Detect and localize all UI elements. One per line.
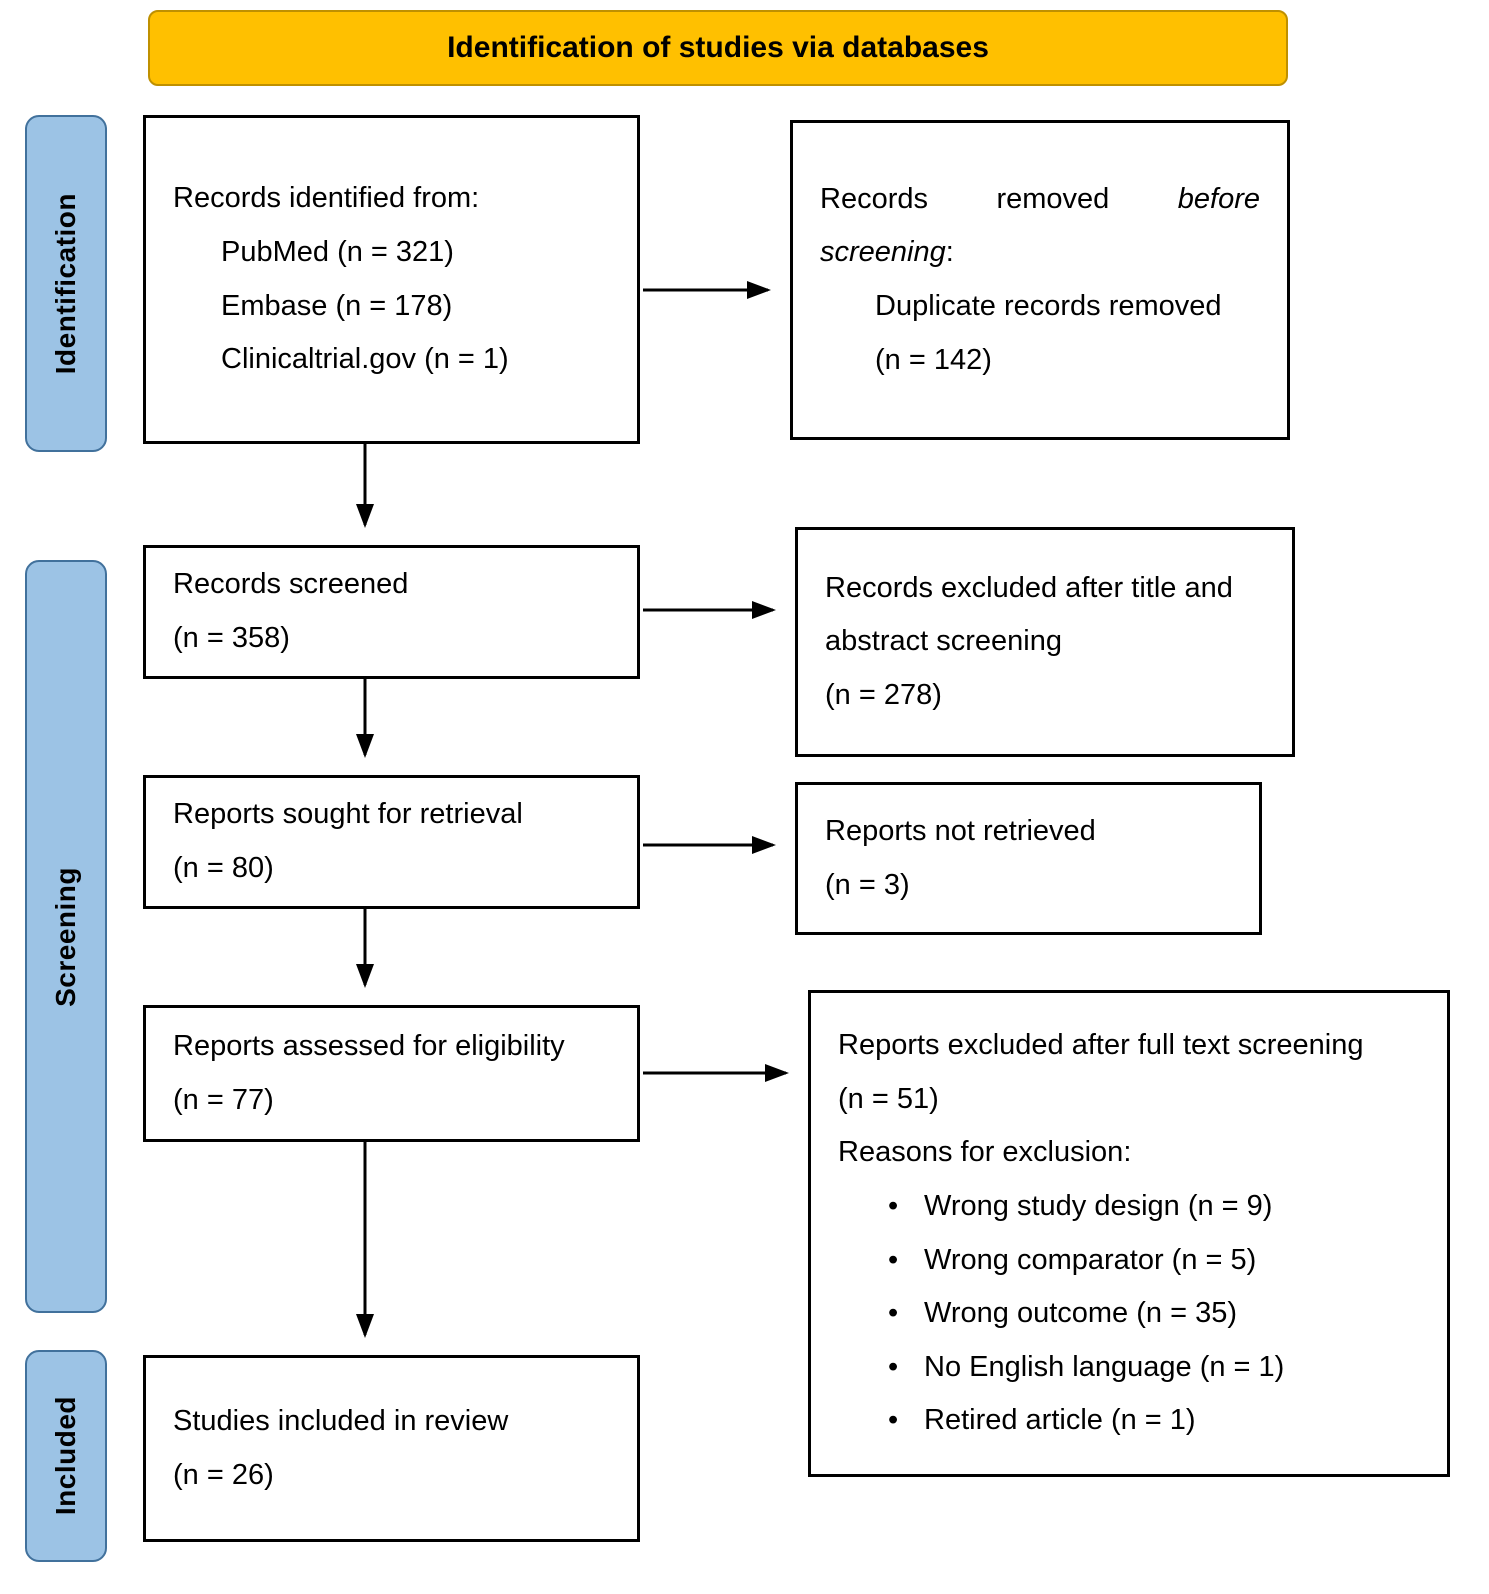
box-reports-sought <box>143 775 640 909</box>
text-segment-italic: before screening <box>820 182 1260 269</box>
box-line: (n = 358) <box>173 622 290 654</box>
records-identified-item: PubMed (n = 321) <box>221 235 454 268</box>
box-line: Studies included in review <box>173 1404 509 1437</box>
text-segment: Records removed <box>820 182 1178 215</box>
box-line: Reports excluded after full text screening <box>838 1028 1364 1061</box>
stage-screening <box>25 560 107 1313</box>
box-line: (n = 26) <box>173 1458 274 1491</box>
box-line: (n = 278) <box>825 678 942 711</box>
exclusion-reason-text: Retired article (n = 1) <box>924 1404 1196 1437</box>
exclusion-reason-text: Wrong comparator (n = 5) <box>924 1243 1257 1276</box>
stage-included <box>25 1350 107 1562</box>
records-identified-intro: Records identified from: <box>173 182 480 215</box>
stage-screening-label: Screening <box>50 866 81 1007</box>
exclusion-reason <box>838 1287 1420 1341</box>
exclusion-reason-text: Wrong outcome (n = 35) <box>924 1297 1237 1330</box>
box-studies-included <box>143 1355 640 1542</box>
exclusion-reason-text: Wrong study design (n = 9) <box>924 1189 1273 1222</box>
box-reports-not-retrieved <box>795 782 1262 935</box>
box-records-excluded-title-abstract <box>795 527 1295 757</box>
exclusion-reason-text: No English language (n = 1) <box>924 1350 1285 1383</box>
exclusion-reason <box>838 1234 1420 1288</box>
box-records-removed <box>790 120 1290 440</box>
box-line: Reports sought for retrieval <box>173 798 523 831</box>
box-reports-assessed <box>143 1005 640 1142</box>
stage-identification-label: Identification <box>50 192 81 375</box>
box-line: Records excluded after title and <box>825 571 1233 604</box>
records-identified-item: Clinicaltrial.gov (n = 1) <box>221 343 509 376</box>
exclusion-reason <box>838 1180 1420 1234</box>
box-line: Reports assessed for eligibility <box>173 1029 565 1062</box>
box-line: Records screened <box>173 568 409 601</box>
box-line: (n = 80) <box>173 852 274 884</box>
exclusion-reason <box>838 1341 1420 1395</box>
stage-identification <box>25 115 107 452</box>
box-line: Reasons for exclusion: <box>838 1136 1132 1169</box>
box-line: abstract screening <box>825 625 1062 658</box>
bullet-marker: • <box>888 1189 899 1222</box>
bullet-marker: • <box>888 1297 899 1330</box>
records-removed-text <box>820 173 1260 280</box>
bullet-marker: • <box>888 1404 899 1437</box>
box-line: (n = 51) <box>838 1082 939 1115</box>
box-records-identified <box>143 115 640 444</box>
bullet-marker: • <box>888 1350 899 1383</box>
box-line: (n = 3) <box>825 868 910 901</box>
records-removed-item: Duplicate records removed <box>875 290 1222 322</box>
diagram-title-banner <box>148 10 1288 86</box>
box-line: Reports not retrieved <box>825 814 1096 847</box>
bullet-marker: • <box>888 1243 899 1276</box>
box-records-screened <box>143 545 640 679</box>
box-line: (n = 77) <box>173 1083 274 1116</box>
exclusion-reason <box>838 1394 1420 1448</box>
stage-included-label: Included <box>50 1396 81 1516</box>
records-removed-item: (n = 142) <box>875 343 992 376</box>
text-segment: : <box>945 236 954 269</box>
diagram-title: Identification of studies via databases <box>447 31 989 64</box>
box-reports-excluded-full-text <box>808 990 1450 1477</box>
records-identified-item: Embase (n = 178) <box>221 289 453 322</box>
